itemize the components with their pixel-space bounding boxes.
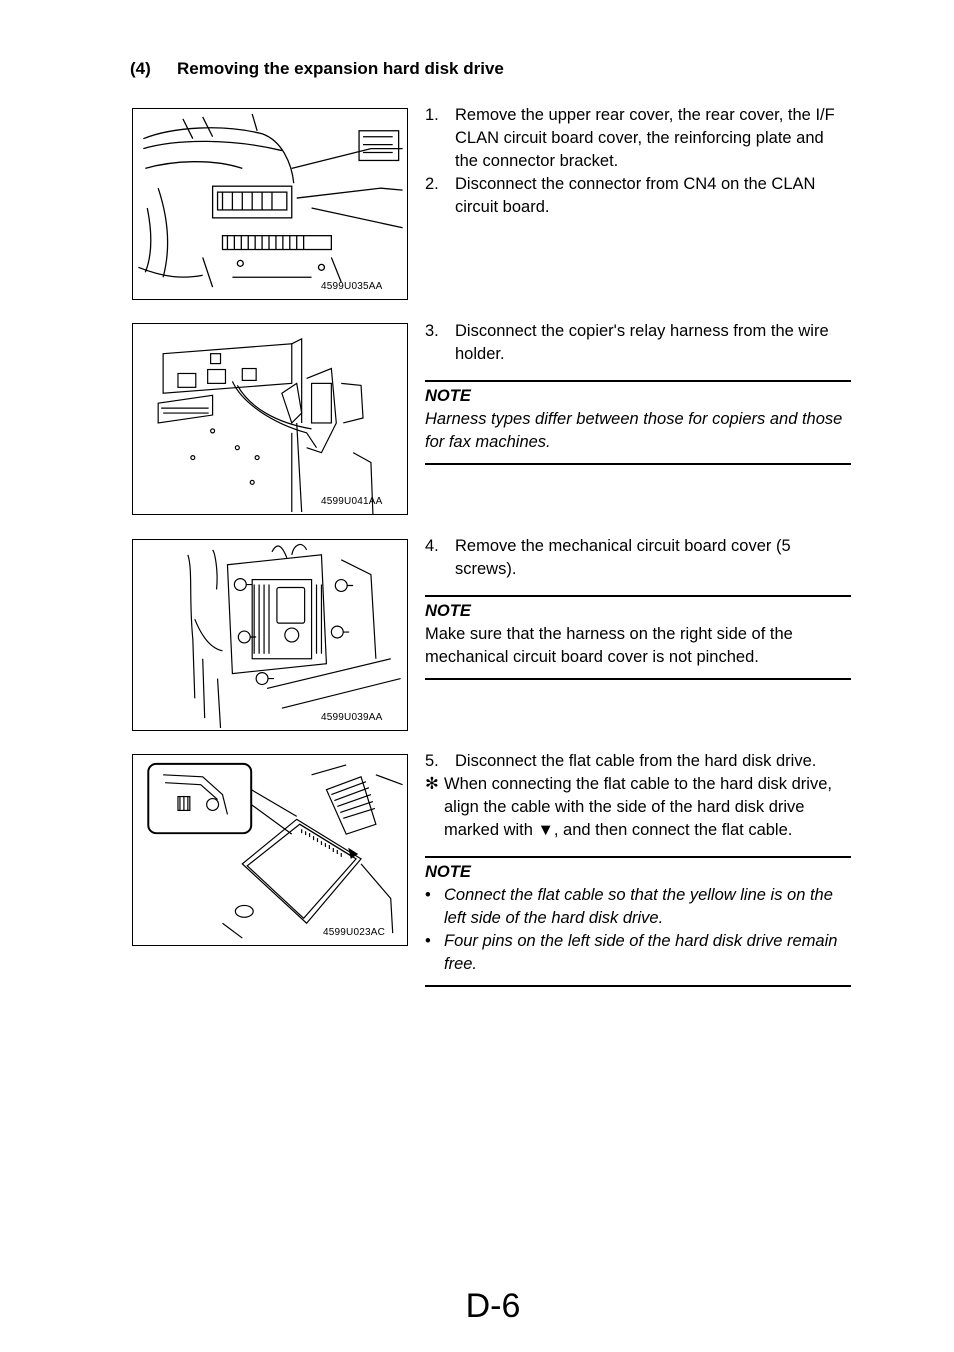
instructions-group-1 xyxy=(425,104,851,219)
section-title: Removing the expansion hard disk drive xyxy=(177,59,504,78)
bullet-icon: • xyxy=(425,932,431,950)
note-box xyxy=(425,856,851,987)
figure-hard-disk xyxy=(132,754,408,946)
note-title: NOTE xyxy=(425,387,471,405)
note-title: NOTE xyxy=(425,863,471,881)
step-text: Remove the upper rear cover, the rear cover, the I/F CLAN circuit board cover, the reinforcing plate and the connector bracket. xyxy=(455,106,835,170)
note-box xyxy=(425,595,851,680)
figure-relay-harness xyxy=(132,323,408,515)
step-2 xyxy=(425,173,851,219)
bullet-icon: • xyxy=(425,886,431,904)
bullet-text: Connect the flat cable so that the yellow line is on the left side of the hard disk drive. xyxy=(444,886,833,927)
step-number: 1. xyxy=(425,106,439,124)
step-1 xyxy=(425,104,851,173)
figure-code: 4599U039AA xyxy=(321,712,383,723)
step-text: Disconnect the connector from CN4 on the CLAN circuit board. xyxy=(455,175,816,216)
section-heading xyxy=(130,59,504,79)
section-number: (4) xyxy=(130,59,151,78)
instructions-group-3 xyxy=(425,535,851,680)
note-title: NOTE xyxy=(425,602,471,620)
step-text: Remove the mechanical circuit board cover (5 screws). xyxy=(455,537,791,578)
mechanical-board-cover-illustration xyxy=(133,540,407,730)
note-box xyxy=(425,380,851,465)
step-number: 2. xyxy=(425,175,439,193)
figure-rear-cover xyxy=(132,108,408,300)
step-4 xyxy=(425,535,851,581)
step-5 xyxy=(425,750,851,773)
tip-text: When connecting the flat cable to the hard disk drive, align the cable with the side of the hard disk drive marked with ▼, and then connect the flat cable. xyxy=(444,775,832,839)
asterisk-icon: ✻ xyxy=(425,775,439,793)
figure-code: 4599U035AA xyxy=(321,281,383,292)
rear-cover-connector-illustration xyxy=(133,109,407,299)
step-text: Disconnect the copier's relay harness from the wire holder. xyxy=(455,322,829,363)
step-number: 4. xyxy=(425,537,439,555)
relay-harness-illustration xyxy=(133,324,407,514)
step-number: 5. xyxy=(425,752,439,770)
bullet-text: Four pins on the left side of the hard disk drive remain free. xyxy=(444,932,838,973)
hard-disk-flat-cable-illustration xyxy=(133,755,407,945)
note-text: Make sure that the harness on the right side of the mechanical circuit board cover is not pinched. xyxy=(425,625,793,666)
step-number: 3. xyxy=(425,322,439,340)
note-bullet xyxy=(425,930,851,976)
page-number: D-6 xyxy=(465,1287,521,1325)
figure-mechanical-board xyxy=(132,539,408,731)
figure-code: 4599U041AA xyxy=(321,496,383,507)
instructions-group-4 xyxy=(425,750,851,987)
step-text: Disconnect the flat cable from the hard disk drive. xyxy=(455,752,817,770)
instructions-group-2 xyxy=(425,320,851,465)
note-text: Harness types differ between those for copiers and those for fax machines. xyxy=(425,410,843,451)
step-3 xyxy=(425,320,851,366)
connection-tip xyxy=(425,773,851,842)
note-bullet xyxy=(425,884,851,930)
figure-code: 4599U023AC xyxy=(323,927,386,938)
